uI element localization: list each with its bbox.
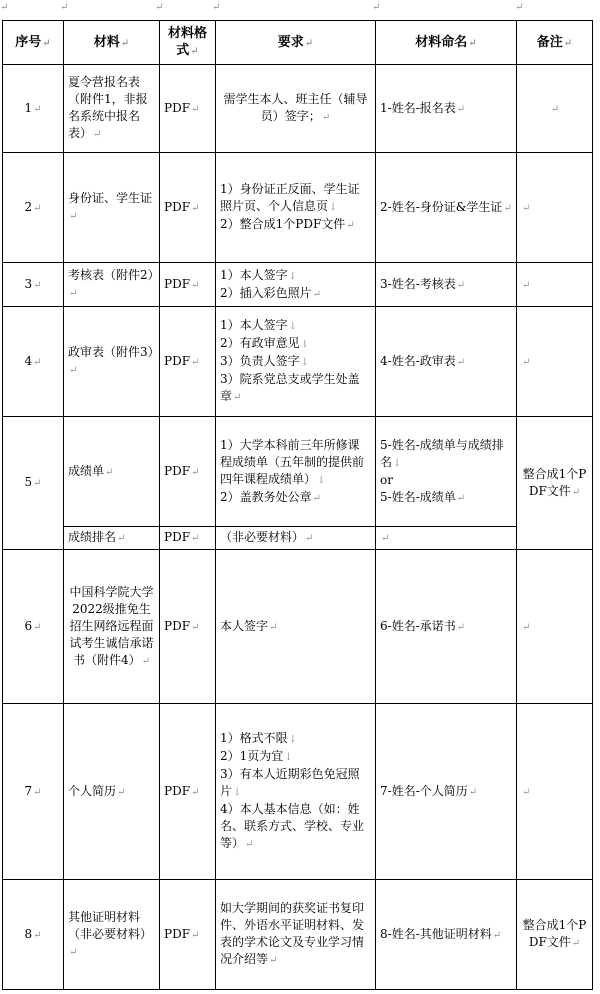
format-cell: PDF↵ (160, 550, 216, 704)
row-number: 6↵ (3, 550, 64, 704)
table-row (3, 153, 593, 263)
table-row (3, 307, 593, 417)
cell-marker: ↵ (515, 2, 524, 13)
row-number: 3↵ (3, 263, 64, 307)
note-cell: ↵ (517, 704, 593, 880)
row-number: 4↵ (3, 307, 64, 417)
header-naming: 材料命名↵ (376, 21, 517, 65)
format-cell: PDF↵ (160, 153, 216, 263)
cell-marker: ↵ (0, 2, 9, 13)
row-number: 1↵ (3, 65, 64, 153)
note-cell: 整合成1个PDF文件↵ (517, 880, 593, 990)
table-row (3, 527, 593, 550)
naming-cell: 1-姓名-报名表↵ (376, 65, 517, 153)
format-cell: PDF↵ (160, 880, 216, 990)
table-row (3, 65, 593, 153)
row-number: 7↵ (3, 704, 64, 880)
header-requirements: 要求↵ (216, 21, 376, 65)
format-cell: PDF↵ (160, 704, 216, 880)
requirements-cell: 本人签字↵ (216, 550, 376, 704)
format-cell: PDF↵ (160, 307, 216, 417)
materials-table (2, 20, 593, 990)
row-number: 2↵ (3, 153, 64, 263)
material-cell: 中国科学院大学2022级推免生招生网络远程面试考生诚信承诺书（附件4）↵ (64, 550, 160, 704)
note-cell: ↵ (517, 153, 593, 263)
cell-marker: ↵ (372, 2, 381, 13)
requirements-cell: 1）本人签字↓ 2）有政审意见↓ 3）负责人签字↓ 3）院系党总支或学生处盖章↵ (216, 307, 376, 417)
requirements-cell: 1）身份证正反面、学生证照片页、个人信息页↓ 2）整合成1个PDF文件↵ (216, 153, 376, 263)
header-row (3, 21, 593, 65)
requirements-cell: （非必要材料）↵ (216, 527, 376, 550)
format-cell: PDF↵ (160, 527, 216, 550)
material-cell: 夏令营报名表（附件1，非报名系统中报名表）↵ (64, 65, 160, 153)
note-cell: ↵ (517, 307, 593, 417)
naming-cell: 5-姓名-成绩单与成绩排名↓ or 5-姓名-成绩单↵ (376, 417, 517, 527)
note-cell: ↵ (517, 263, 593, 307)
note-cell: ↵ (517, 65, 593, 153)
naming-cell: 4-姓名-政审表↵ (376, 307, 517, 417)
note-cell: ↵ (517, 550, 593, 704)
requirements-cell: 1）本人签字↓ 2）插入彩色照片↵ (216, 263, 376, 307)
table-row (3, 880, 593, 990)
material-cell: 成绩单↵ (64, 417, 160, 527)
format-cell: PDF↵ (160, 263, 216, 307)
top-cell-markers (0, 2, 600, 20)
format-cell: PDF↵ (160, 417, 216, 527)
header-format: 材料格式↵ (160, 21, 216, 65)
header-note: 备注↵ (517, 21, 593, 65)
naming-cell: 7-姓名-个人简历↵ (376, 704, 517, 880)
naming-cell: 8-姓名-其他证明材料↵ (376, 880, 517, 990)
material-cell: 成绩排名↵ (64, 527, 160, 550)
requirements-cell: 需学生本人、班主任（辅导员）签字；↵ (216, 65, 376, 153)
cell-marker: ↵ (60, 2, 69, 13)
table-row (3, 704, 593, 880)
table-row (3, 550, 593, 704)
material-cell: 考核表（附件2）↵ (64, 263, 160, 307)
requirements-cell: 1）格式不限↓ 2）1页为宜↓ 3）有本人近期彩色免冠照片↓ 4）本人基本信息（如：姓名、联系方式、学校、专业等）↵ (216, 704, 376, 880)
row-number: 5↵ (3, 417, 64, 550)
naming-cell: 2-姓名-身份证&学生证↵ (376, 153, 517, 263)
cell-marker: ↵ (155, 2, 164, 13)
requirements-cell: 1）大学本科前三年所修课程成绩单（五年制的提供前四年课程成绩单）↓ 2）盖教务处公章↵ (216, 417, 376, 527)
cell-marker: ↵ (212, 2, 221, 13)
material-cell: 身份证、学生证↵ (64, 153, 160, 263)
row-number: 8↵ (3, 880, 64, 990)
requirements-cell: 如大学期间的获奖证书复印件、外语水平证明材料、发表的学术论文及专业学习情况介绍等↵ (216, 880, 376, 990)
header-no: 序号↵ (3, 21, 64, 65)
naming-cell: 6-姓名-承诺书↵ (376, 550, 517, 704)
format-cell: PDF↵ (160, 65, 216, 153)
naming-cell: ↵ (376, 527, 517, 550)
naming-cell: 3-姓名-考核表↵ (376, 263, 517, 307)
material-cell: 政审表（附件3）↵ (64, 307, 160, 417)
material-cell: 其他证明材料（非必要材料）↵ (64, 880, 160, 990)
table-row (3, 263, 593, 307)
note-cell: 整合成1个PDF文件↵ (517, 417, 593, 550)
table-row (3, 417, 593, 527)
material-cell: 个人简历↵ (64, 704, 160, 880)
header-material: 材料↵ (64, 21, 160, 65)
